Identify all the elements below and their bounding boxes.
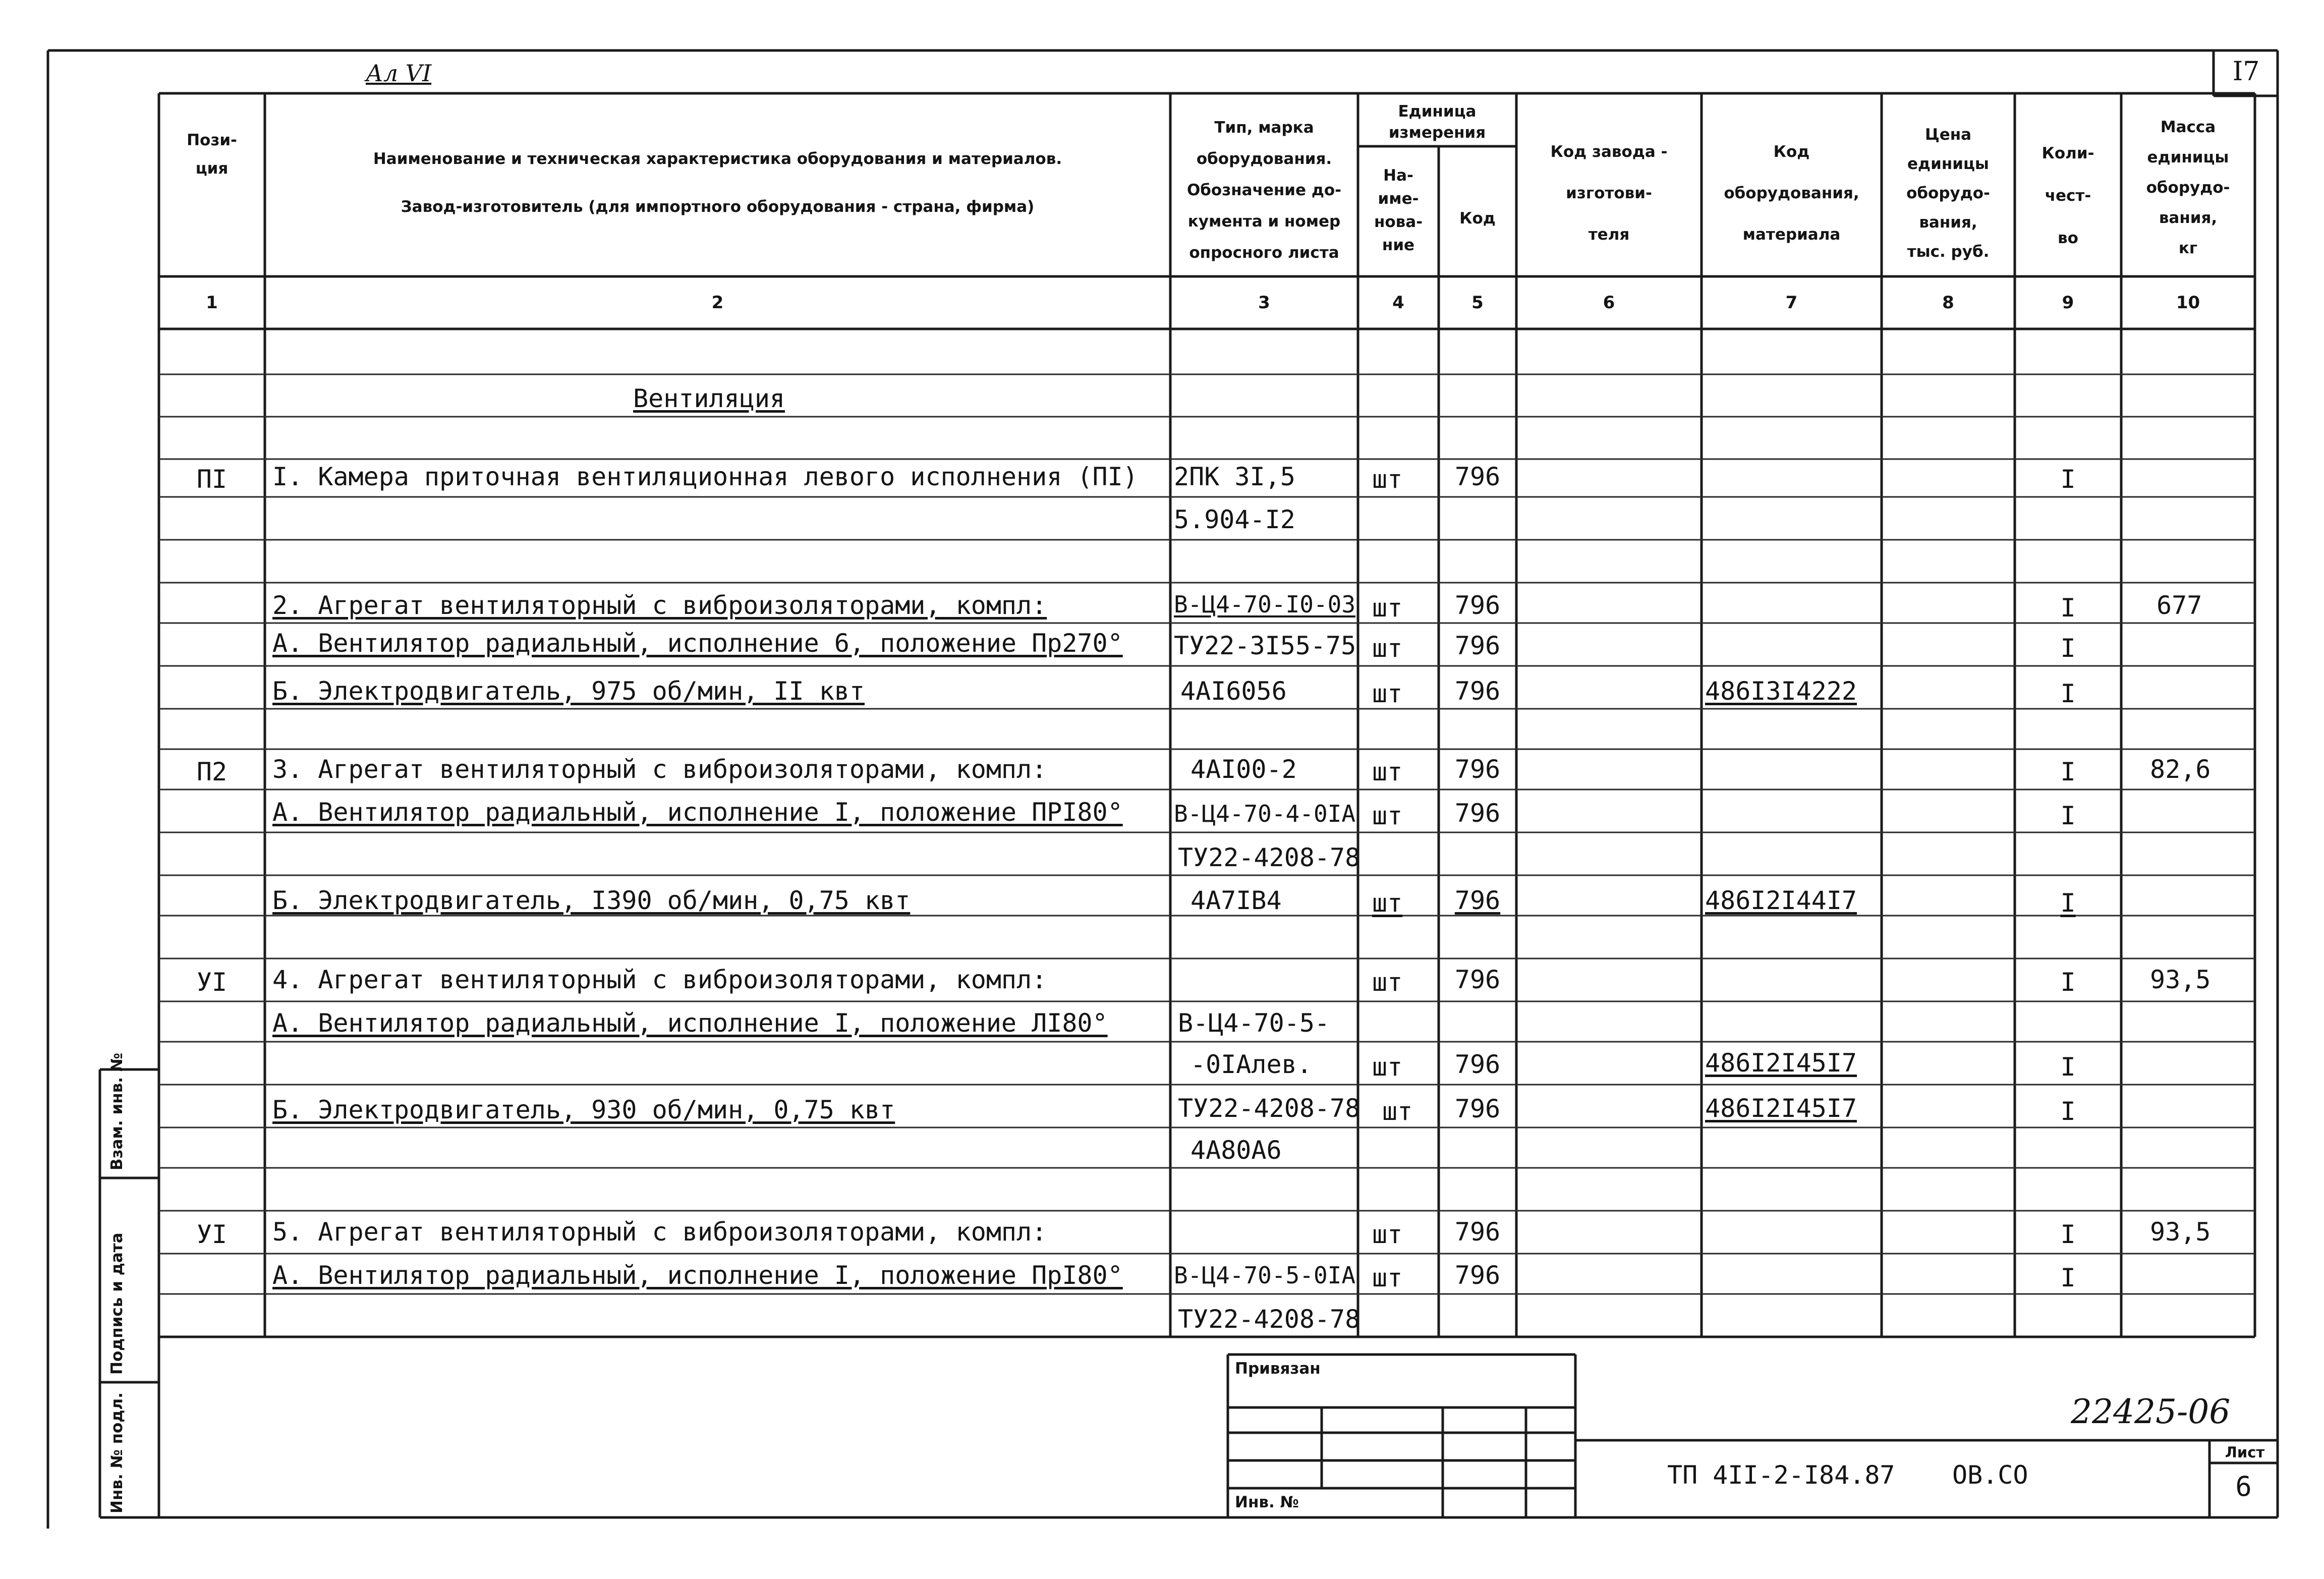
- header-col8: Цена единицы оборудо- вания, тыс. руб.: [1906, 126, 1990, 261]
- cell-type: ТУ22-4208-78: [1178, 843, 1361, 872]
- header-col3: Тип, марка оборудования. Обозначение до- кумента и номер опросного листа: [1186, 119, 1342, 262]
- doc-suffix: ОВ.СО: [1952, 1460, 2028, 1490]
- side-stamp-podpis: Подпись и дата: [108, 1232, 126, 1375]
- header-col2: Наименование и техническая характеристика оборудования и материалов. Завод-изготовитель (для импортного оборудования - страна, фирма): [373, 150, 1062, 216]
- cell-code: 796: [1454, 886, 1501, 915]
- sheet-top-mark: Ал VI: [366, 60, 432, 87]
- col-number: 8: [1942, 293, 1954, 313]
- cell-unit: шт: [1372, 465, 1403, 494]
- cell-position: УI: [196, 1220, 228, 1249]
- cell-qty: I: [2060, 1052, 2076, 1082]
- cell-position: ПI: [196, 465, 228, 494]
- cell-code: 796: [1454, 676, 1501, 706]
- cell-qty: I: [2060, 888, 2076, 918]
- cell-code: 796: [1454, 799, 1501, 828]
- cell-mass: 93,5: [2150, 965, 2211, 994]
- cell-name: А. Вентилятор радиальный, исполнение I, положение ПрI80°: [272, 1261, 1123, 1290]
- cell-qty: I: [2060, 801, 2076, 830]
- cell-unit: шт: [1372, 801, 1403, 830]
- cell-name: 2. Агрегат вентиляторный с виброизоляторами, компл:: [272, 591, 1047, 620]
- sheet-corner-number: I7: [2232, 57, 2260, 87]
- cell-code: 796: [1454, 591, 1501, 620]
- cell-unit: шт: [1372, 968, 1403, 997]
- side-stamp-inv-podl: Инв. № подл.: [108, 1392, 126, 1513]
- col-number: 1: [206, 293, 218, 313]
- cell-qty: I: [2060, 757, 2076, 786]
- cell-type: 2ПК 3I,5: [1174, 462, 1295, 491]
- cell-unit: шт: [1372, 1220, 1403, 1249]
- section-title: Вентиляция: [633, 384, 785, 413]
- cell-name: А. Вентилятор радиальный, исполнение I, положение ПРI80°: [272, 798, 1123, 827]
- cell-qty: I: [2060, 593, 2076, 623]
- cell-type: В-Ц4-70-4-0IА: [1174, 800, 1356, 827]
- col-number: 5: [1471, 293, 1484, 313]
- cell-unit: шт: [1372, 679, 1403, 708]
- cell-type: ТУ22-4208-78: [1178, 1094, 1361, 1123]
- side-stamp-vzam: Взам. инв. №: [108, 1052, 126, 1170]
- col-number: 6: [1603, 293, 1615, 313]
- cell-type: В-Ц4-70-5-0IА: [1174, 1262, 1356, 1289]
- col-number: 10: [2176, 293, 2200, 313]
- cell-eqcode: 486I2I44I7: [1705, 886, 1857, 915]
- cell-type: 4АI6056: [1180, 676, 1287, 706]
- stamp-privyazan: Привязан: [1235, 1360, 1321, 1378]
- cell-mass: 93,5: [2150, 1217, 2211, 1247]
- cell-qty: I: [2060, 465, 2076, 494]
- cell-name: Б. Электродвигатель, 975 об/мин, II квт: [272, 676, 865, 706]
- cell-eqcode: 486I3I4222: [1705, 676, 1857, 706]
- cell-eqcode: 486I2I45I7: [1705, 1048, 1857, 1078]
- cell-name: Б. Электродвигатель, 930 об/мин, 0,75 квт: [272, 1095, 895, 1124]
- cell-code: 796: [1454, 462, 1501, 491]
- cell-unit: шт: [1372, 888, 1403, 918]
- cell-unit: шт: [1372, 757, 1403, 786]
- handwritten-number: 22425-06: [2071, 1392, 2231, 1431]
- header-col4: На- име- нова- ние: [1374, 166, 1423, 254]
- header-col5: Код: [1459, 209, 1496, 228]
- cell-name: I. Камера приточная вентиляционная левого исполнения (ПI): [272, 462, 1138, 491]
- cell-position: П2: [196, 757, 228, 786]
- header-col10: Масса единицы оборудо- вания, кг: [2146, 118, 2230, 257]
- cell-unit: шт: [1372, 593, 1403, 623]
- header-col6: Код завода - изготови- теля: [1550, 143, 1668, 244]
- cell-name: Б. Электродвигатель, I390 об/мин, 0,75 квт: [272, 886, 911, 915]
- cell-name: 3. Агрегат вентиляторный с виброизоляторами, компл:: [272, 755, 1047, 784]
- cell-qty: I: [2060, 1097, 2076, 1126]
- cell-qty: I: [2060, 1263, 2076, 1292]
- cell-unit: шт: [1382, 1097, 1413, 1126]
- list-label: Лист: [2225, 1444, 2265, 1461]
- cell-name: 4. Агрегат вентиляторный с виброизоляторами, компл:: [272, 965, 1047, 994]
- cell-qty: I: [2060, 968, 2076, 997]
- col-number: 7: [1785, 293, 1798, 313]
- header-unit: Единица измерения: [1388, 102, 1486, 142]
- stamp-inv: Инв. №: [1235, 1493, 1299, 1511]
- cell-code: 796: [1454, 1094, 1501, 1123]
- cell-type: 5.904-I2: [1174, 505, 1295, 534]
- header-col1: Пози- ция: [187, 131, 237, 178]
- cell-type: ТУ22-3I55-75: [1174, 631, 1356, 660]
- cell-code: 796: [1454, 1261, 1501, 1290]
- cell-type: 4А7IВ4: [1191, 886, 1282, 915]
- cell-type: -0IАлев.: [1191, 1050, 1312, 1079]
- header-col9: Коли- чест- во: [2042, 144, 2094, 247]
- cell-type: В-Ц4-70-I0-03: [1174, 591, 1356, 618]
- cell-code: 796: [1454, 631, 1501, 660]
- cell-qty: I: [2060, 1220, 2076, 1249]
- cell-position: УI: [196, 968, 228, 997]
- cell-mass: 677: [2157, 591, 2202, 620]
- cell-eqcode: 486I2I45I7: [1705, 1094, 1857, 1123]
- cell-mass: 82,6: [2150, 755, 2211, 784]
- cell-code: 796: [1454, 1050, 1501, 1079]
- header-col7: Код оборудования, материала: [1724, 143, 1859, 244]
- cell-unit: шт: [1372, 1263, 1403, 1292]
- col-number: 3: [1258, 293, 1270, 313]
- cell-code: 796: [1454, 1217, 1501, 1247]
- cell-code: 796: [1454, 965, 1501, 994]
- cell-type: ТУ22-4208-78: [1178, 1305, 1361, 1334]
- cell-type: 4А80А6: [1191, 1136, 1282, 1165]
- cell-type: 4АI00-2: [1191, 755, 1297, 784]
- cell-unit: шт: [1372, 634, 1403, 663]
- doc-code: ТП 4II-2-I84.87: [1667, 1460, 1895, 1490]
- col-number: 2: [711, 293, 724, 313]
- cell-qty: I: [2060, 634, 2076, 663]
- col-number: 4: [1392, 293, 1404, 313]
- cell-qty: I: [2060, 679, 2076, 708]
- cell-name: 5. Агрегат вентиляторный с виброизоляторами, компл:: [272, 1217, 1047, 1247]
- cell-code: 796: [1454, 755, 1501, 784]
- col-number: 9: [2062, 293, 2074, 313]
- cell-type: В-Ц4-70-5-: [1178, 1008, 1330, 1038]
- cell-name: А. Вентилятор радиальный, исполнение 6, положение Пр270°: [272, 629, 1123, 658]
- cell-name: А. Вентилятор радиальный, исполнение I, положение ЛI80°: [272, 1008, 1108, 1038]
- cell-unit: шт: [1372, 1052, 1403, 1082]
- list-number: 6: [2235, 1471, 2252, 1502]
